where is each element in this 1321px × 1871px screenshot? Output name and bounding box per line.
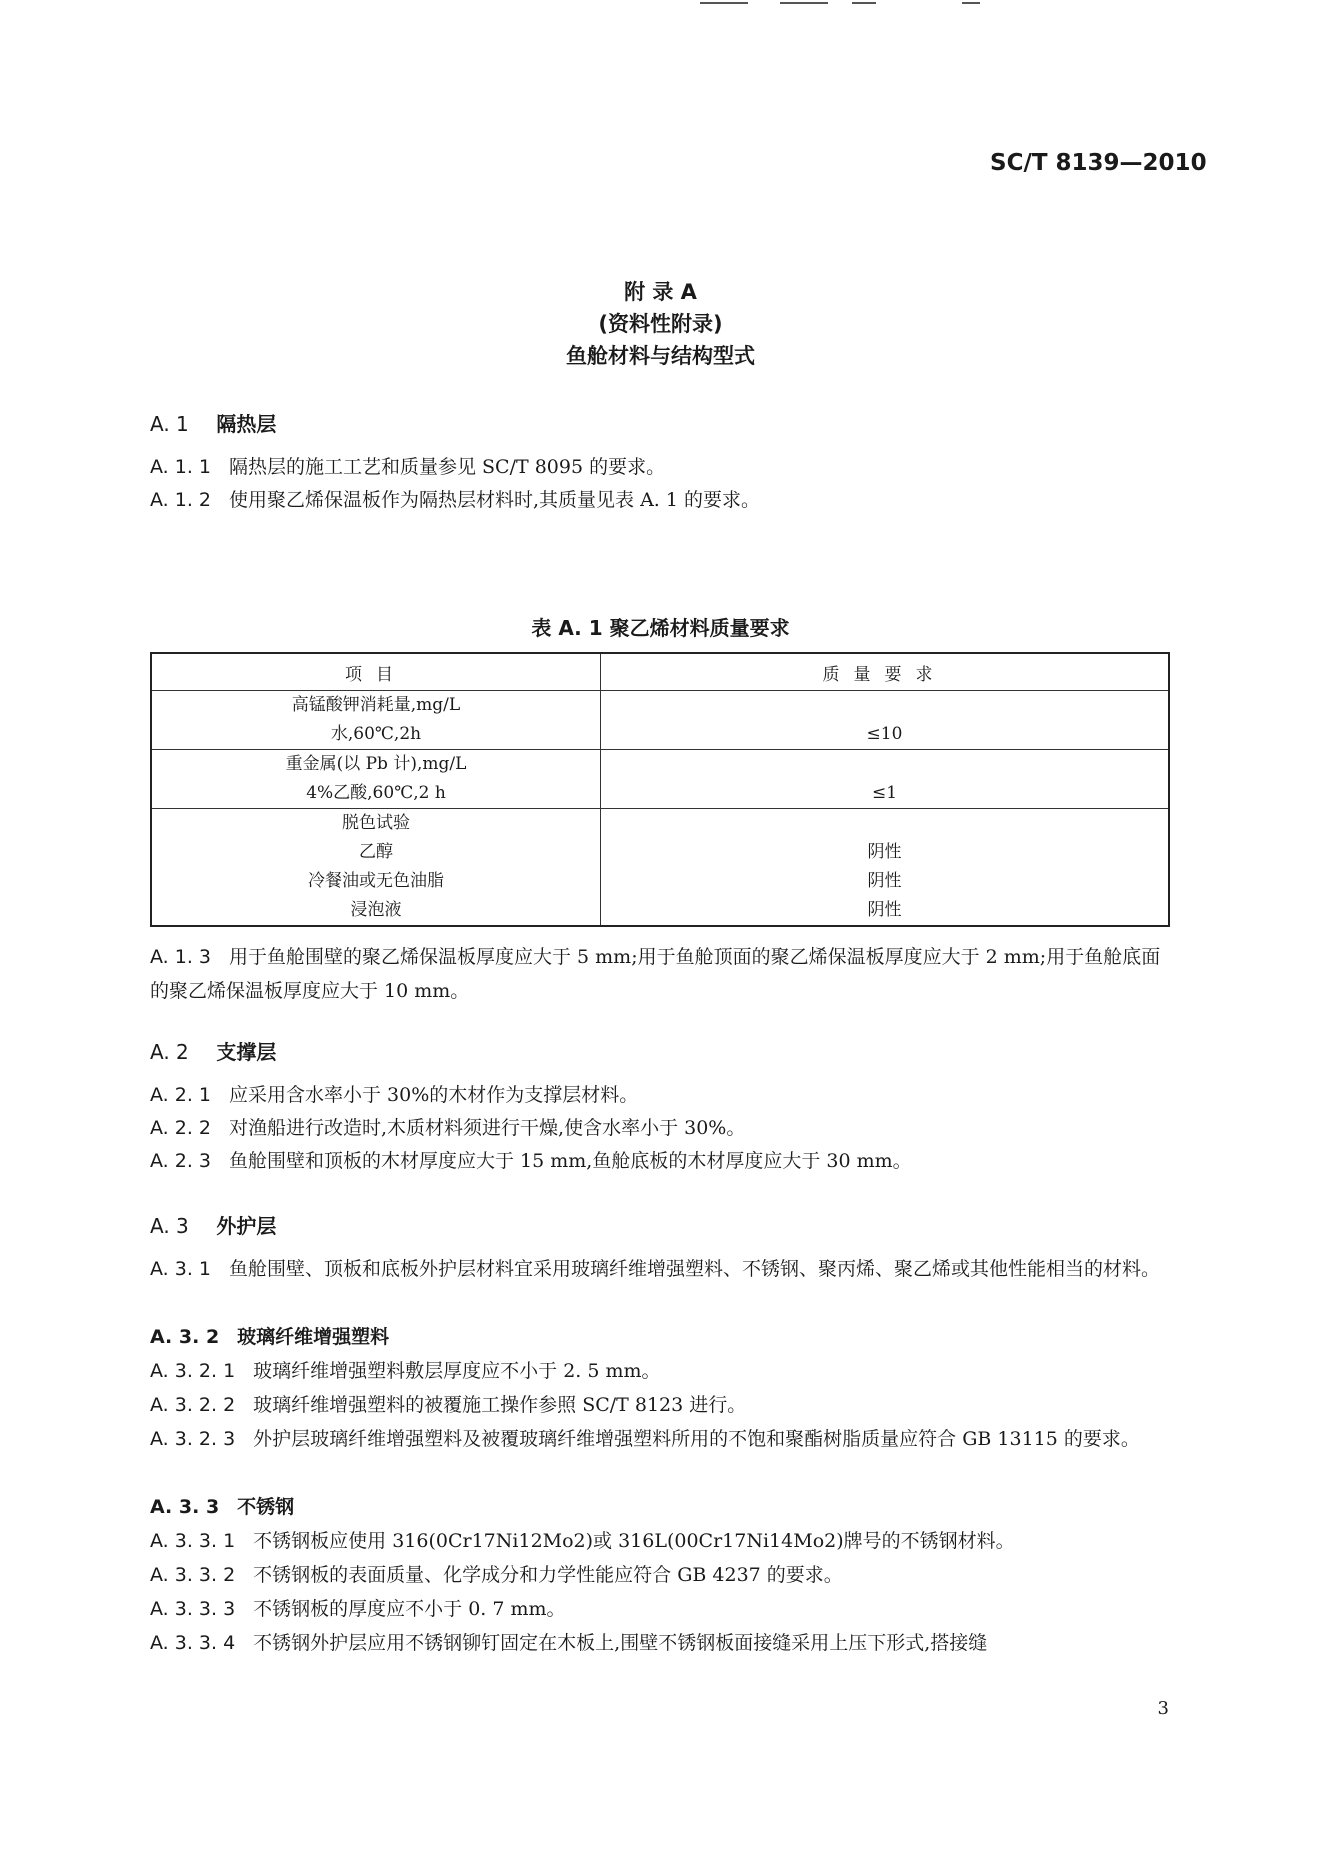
clause-number: A. 3. 3. 4 xyxy=(150,1632,236,1654)
item-cell xyxy=(151,750,601,809)
clause-a22 xyxy=(150,1111,1170,1145)
clause-a333 xyxy=(150,1592,1170,1626)
item-line: 浸泡液 xyxy=(350,900,402,920)
clause-text: 外护层玻璃纤维增强塑料及被覆玻璃纤维增强塑料所用的不饱和聚酯树脂质量应符合 GB 13115 的要求。 xyxy=(253,1428,1140,1450)
clause-text: 应采用含水率小于 30%的木材作为支撑层材料。 xyxy=(229,1084,639,1106)
table-row xyxy=(151,691,1169,750)
clause-text: 不锈钢外护层应用不锈钢铆钉固定在木板上,围壁不锈钢板面接缝采用上压下形式,搭接缝 xyxy=(253,1632,988,1654)
clause-number: A. 3. 3. 1 xyxy=(150,1530,236,1552)
item-cell xyxy=(151,809,601,927)
clause-number: A. 1. 3 xyxy=(150,946,211,968)
clause-text: 玻璃纤维增强塑料敷层厚度应不小于 2. 5 mm。 xyxy=(253,1360,661,1382)
annex-type: (资料性附录) xyxy=(598,312,723,336)
clause-a332 xyxy=(150,1558,1170,1592)
clause-number: A. 3. 1 xyxy=(150,1258,211,1280)
requirement-value: 阴性 xyxy=(867,900,902,920)
clause-a21 xyxy=(150,1078,1170,1112)
clause-text: 鱼舱围壁和顶板的木材厚度应大于 15 mm,鱼舱底板的木材厚度应大于 30 mm。 xyxy=(229,1150,912,1172)
requirement-cell xyxy=(601,809,1170,927)
section-title: 隔热层 xyxy=(216,412,277,436)
column-header-requirement: 质量要求 xyxy=(601,653,1170,691)
quality-requirements-table xyxy=(150,652,1170,927)
clause-a12 xyxy=(150,483,1170,517)
clause-number: A. 2. 1 xyxy=(150,1084,211,1106)
clause-text: 用于鱼舱围壁的聚乙烯保温板厚度应大于 5 mm;用于鱼舱顶面的聚乙烯保温板厚度应大于 2 mm;用于鱼舱底面的聚乙烯保温板厚度应大于 10 mm。 xyxy=(150,946,1161,1002)
section-number: A. 1 xyxy=(150,412,189,436)
section-number: A. 3 xyxy=(150,1214,189,1238)
clause-a32 xyxy=(150,1320,1170,1354)
section-heading-a2 xyxy=(150,1036,276,1065)
requirement-value: ≤1 xyxy=(871,783,898,803)
clause-number: A. 2. 2 xyxy=(150,1117,211,1139)
table-header-row xyxy=(151,653,1169,691)
section-title: 支撑层 xyxy=(216,1040,277,1064)
annex-title: 附 录 A xyxy=(624,280,697,304)
clause-a31 xyxy=(150,1252,1170,1286)
section-heading-a3 xyxy=(150,1210,276,1239)
item-line: 4%乙酸,60℃,2 h xyxy=(306,783,446,803)
clause-number: A. 3. 2 xyxy=(150,1326,220,1348)
table-caption: 表 A. 1 聚乙烯材料质量要求 xyxy=(531,616,790,640)
clause-text: 隔热层的施工工艺和质量参见 SC/T 8095 的要求。 xyxy=(229,456,666,478)
clause-number: A. 3. 3. 3 xyxy=(150,1598,236,1620)
clause-text: 玻璃纤维增强塑料 xyxy=(237,1326,390,1348)
item-line: 脱色试验 xyxy=(342,813,410,833)
item-line: 水,60℃,2h xyxy=(330,724,422,744)
requirement-value: 阴性 xyxy=(867,842,902,862)
requirement-cell xyxy=(601,750,1170,809)
item-line: 乙醇 xyxy=(359,842,393,862)
clause-text: 玻璃纤维增强塑料的被覆施工操作参照 SC/T 8123 进行。 xyxy=(253,1394,747,1416)
requirement-cell xyxy=(601,691,1170,750)
clause-a334 xyxy=(150,1626,1170,1660)
clause-text: 不锈钢 xyxy=(237,1496,295,1518)
clause-a23 xyxy=(150,1144,1170,1178)
clause-a33 xyxy=(150,1490,1170,1524)
clause-number: A. 3. 2. 1 xyxy=(150,1360,236,1382)
clause-number: A. 1. 1 xyxy=(150,456,211,478)
item-cell xyxy=(151,691,601,750)
clause-a11 xyxy=(150,450,1170,484)
clause-text: 使用聚乙烯保温板作为隔热层材料时,其质量见表 A. 1 的要求。 xyxy=(229,489,761,511)
column-header-item: 项目 xyxy=(151,653,601,691)
clause-text: 不锈钢板的表面质量、化学成分和力学性能应符合 GB 4237 的要求。 xyxy=(253,1564,843,1586)
clause-number: A. 3. 2. 2 xyxy=(150,1394,236,1416)
clause-text: 对渔船进行改造时,木质材料须进行干燥,使含水率小于 30%。 xyxy=(229,1117,746,1139)
annex-subject: 鱼舱材料与结构型式 xyxy=(566,344,755,368)
page-number: 3 xyxy=(1157,1698,1169,1719)
clause-a323 xyxy=(150,1422,1170,1456)
item-line: 高锰酸钾消耗量,mg/L xyxy=(291,695,461,715)
clause-number: A. 2. 3 xyxy=(150,1150,211,1172)
requirement-value: ≤10 xyxy=(866,724,903,744)
table-row xyxy=(151,750,1169,809)
clause-number: A. 3. 2. 3 xyxy=(150,1428,236,1450)
clause-number: A. 3. 3 xyxy=(150,1496,220,1518)
section-number: A. 2 xyxy=(150,1040,189,1064)
clause-a321 xyxy=(150,1354,1170,1388)
clause-a13 xyxy=(150,940,1170,1008)
table-row xyxy=(151,809,1169,927)
section-heading-a1 xyxy=(150,408,276,437)
clause-a331 xyxy=(150,1524,1170,1558)
clause-text: 鱼舱围壁、顶板和底板外护层材料宜采用玻璃纤维增强塑料、不锈钢、聚丙烯、聚乙烯或其他性能相当的材料。 xyxy=(229,1258,1161,1280)
clause-number: A. 1. 2 xyxy=(150,489,211,511)
document-code: SC/T 8139—2010 xyxy=(990,150,1207,176)
clause-a322 xyxy=(150,1388,1170,1422)
clause-number: A. 3. 3. 2 xyxy=(150,1564,236,1586)
item-line: 冷餐油或无色油脂 xyxy=(308,871,444,891)
section-title: 外护层 xyxy=(216,1214,277,1238)
requirement-value: 阴性 xyxy=(867,871,902,891)
clause-text: 不锈钢板的厚度应不小于 0. 7 mm。 xyxy=(253,1598,566,1620)
item-line: 重金属(以 Pb 计),mg/L xyxy=(285,754,467,774)
clause-text: 不锈钢板应使用 316(0Cr17Ni12Mo2)或 316L(00Cr17Ni14Mo2)牌号的不锈钢材料。 xyxy=(253,1530,1015,1552)
